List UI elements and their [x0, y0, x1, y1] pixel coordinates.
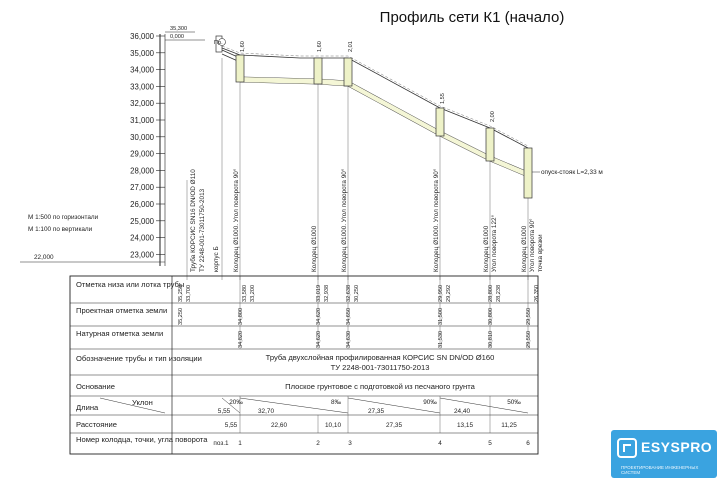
row-label-well-number: Номер колодца, точки, угла поворота: [76, 435, 208, 444]
slope-value: 8‰: [331, 399, 341, 406]
distance-value: 11,25: [501, 422, 517, 429]
row-label-pipe-type: Обозначение трубы и тип изоляции: [76, 354, 202, 363]
well-2: [314, 58, 322, 84]
well-3: [344, 58, 352, 86]
logo-tagline: ПРОЕКТИРОВАНИЕ ИНЖЕНЕРНЫХ СИСТЕМ: [621, 465, 699, 475]
distance-value: 13,15: [457, 422, 473, 429]
well-label-6a: Колодец Ø1000: [521, 225, 528, 272]
well-number-value: 3: [348, 440, 352, 447]
length-value: 5,55: [217, 408, 231, 415]
bottom-mark-value: 35,250: [178, 284, 184, 302]
depth-label-5: 2,00: [490, 111, 496, 122]
distance-values: [225, 422, 517, 429]
top-mark-label: 35,300: [170, 26, 188, 32]
well-5: [486, 128, 494, 161]
bottom-mark-value: 26,350: [534, 284, 540, 302]
natural-mark-value: 34,820: [238, 330, 244, 348]
natural-mark-value: 30,810: [488, 330, 494, 348]
top-mark-small: 0,000: [170, 34, 184, 40]
bottom-mark-value: 28,238: [496, 284, 502, 302]
distance-value: 10,10: [325, 422, 341, 429]
distance-value: 22,60: [271, 422, 287, 429]
distance-value: 27,35: [386, 422, 402, 429]
row-label-natural-mark: Натурная отметка земли: [76, 329, 164, 338]
natural-mark-value: 29,550: [526, 330, 532, 348]
page-title: Профиль сети К1 (начало): [379, 9, 565, 26]
distance-value: 5,55: [224, 422, 238, 429]
pr-label: Пр.: [214, 40, 223, 46]
bottom-mark-value: 32,638: [346, 284, 352, 302]
bottom-mark-values: [178, 285, 540, 302]
length-values: [218, 408, 471, 415]
design-mark-value: 30,800: [488, 307, 494, 325]
base-description: Плоское грунтовое с подготовкой из песчаного грунта: [285, 382, 475, 391]
well-label-4: Колодец Ø1000. Угол поворота 90°: [433, 168, 440, 272]
axis-tick-label: 28,000: [130, 166, 154, 176]
logo-name: ESYSPRO: [641, 439, 713, 455]
axis-tick-label: 25,000: [130, 216, 154, 226]
natural-mark-value: 31,530: [438, 330, 444, 348]
axis-tick-label: 30,000: [130, 132, 154, 142]
depth-label-2: 1,60: [317, 41, 323, 52]
row-label-bottom-mark: Отметка низа или лотка трубы: [76, 280, 185, 289]
well-number-value: 6: [526, 440, 530, 447]
well-4: [436, 108, 444, 136]
natural-mark-values: [238, 331, 532, 348]
bottom-mark-value: 29,950: [438, 284, 444, 302]
pipe-label-2: ТУ 2248-001-73011750-2013: [199, 188, 206, 272]
riser-label: опуск-стояк L=2,33 м: [541, 169, 603, 176]
design-mark-value: 31,500: [438, 307, 444, 325]
axis-tick-label: 24,000: [130, 233, 154, 243]
length-value: 24,40: [454, 408, 470, 415]
bottom-mark-value: 33,200: [250, 284, 256, 302]
well-label-6b: Угол поворота 90°: [529, 218, 536, 272]
design-mark-value: 29,550: [526, 307, 532, 325]
axis-tick-label: 34,000: [130, 65, 154, 75]
design-mark-value: 35,250: [178, 307, 184, 325]
bottom-mark-value: 33,700: [186, 284, 192, 302]
row-label-slope: Уклон: [132, 398, 153, 407]
bottom-mark-value: 32,938: [324, 284, 330, 302]
axis-tick-label: 27,000: [130, 183, 154, 193]
axis-tick-label: 29,000: [130, 149, 154, 159]
well-6-riser: [524, 148, 532, 198]
design-mark-value: 34,800: [238, 307, 244, 325]
axis-tick-label: 32,000: [130, 99, 154, 109]
well-number-value: поз.1: [213, 440, 229, 447]
well-label-1: Колодец Ø1000. Угол поворота 90°: [233, 168, 240, 272]
pipe-description-1: Труба двухслойная профилированная КОРСИС SN DN/OD Ø160: [265, 353, 495, 362]
length-value: 27,35: [368, 408, 384, 415]
datum-label: 22,000: [34, 254, 54, 261]
natural-mark-value: 34,630: [346, 330, 352, 348]
axis-tick-label: 26,000: [130, 200, 154, 209]
scale-vertical: М 1:100 по вертикали: [28, 226, 93, 233]
slope-value: 20‰: [229, 399, 243, 406]
depth-label-4: 1,55: [440, 93, 446, 104]
axis-tick-label: 31,000: [130, 116, 154, 125]
pipe-description-2: ТУ 2248-001-73011750-2013: [330, 363, 430, 372]
row-label-distance: Расстояние: [76, 420, 118, 429]
design-mark-value: 34,650: [346, 307, 352, 325]
profile-lines: [222, 46, 528, 177]
bottom-mark-value: 29,292: [446, 284, 452, 302]
bottom-mark-value: 33,580: [242, 284, 248, 302]
well-number-value: 5: [488, 440, 492, 447]
well-number-value: 4: [438, 440, 442, 447]
well-number-value: 2: [316, 440, 320, 447]
bottom-mark-value: 30,250: [354, 284, 360, 302]
row-label-design-mark: Проектная отметка земли: [76, 306, 168, 315]
design-mark-value: 34,620: [316, 307, 322, 325]
logo-mark-icon: [617, 438, 637, 458]
well-label-5a: Колодец Ø1000: [483, 225, 490, 272]
slope-value: 90‰: [423, 399, 437, 406]
row-label-length: Длина: [76, 403, 99, 412]
row-label-base: Основание: [76, 382, 115, 391]
design-mark-values: [178, 308, 532, 325]
building-label: корпус Б: [213, 246, 220, 272]
natural-mark-value: 34,620: [316, 330, 322, 348]
depth-label-1: 1,60: [240, 41, 246, 52]
well-number-value: 1: [238, 440, 242, 447]
well-label-2: Колодец Ø1000: [311, 225, 318, 272]
axis-tick-label: 36,000: [130, 32, 154, 41]
well-1: [236, 55, 244, 82]
axis-tick-label: 33,000: [130, 82, 154, 92]
scale-horizontal: М 1:500 по горизонтали: [28, 214, 99, 221]
depth-label-3: 2,01: [348, 41, 354, 52]
bottom-mark-value: 28,800: [488, 284, 494, 302]
pipe-label-1: Труба КОРСИС SN16 DN/OD Ø110: [190, 169, 197, 272]
axis-tick-label: 35,000: [130, 48, 154, 58]
well-number-values: [213, 440, 530, 447]
esyspro-logo: [611, 430, 717, 478]
axis-tick-label: 23,000: [130, 250, 154, 260]
slope-value: 50‰: [507, 399, 521, 406]
well-label-3: Колодец Ø1000. Угол поворота 90°: [341, 168, 348, 272]
well-label-6c: точка врезки: [537, 234, 544, 272]
well-label-5b: Угол поворота 122°: [491, 214, 498, 272]
bottom-mark-value: 33,019: [316, 284, 322, 302]
length-value: 32,70: [258, 408, 274, 415]
